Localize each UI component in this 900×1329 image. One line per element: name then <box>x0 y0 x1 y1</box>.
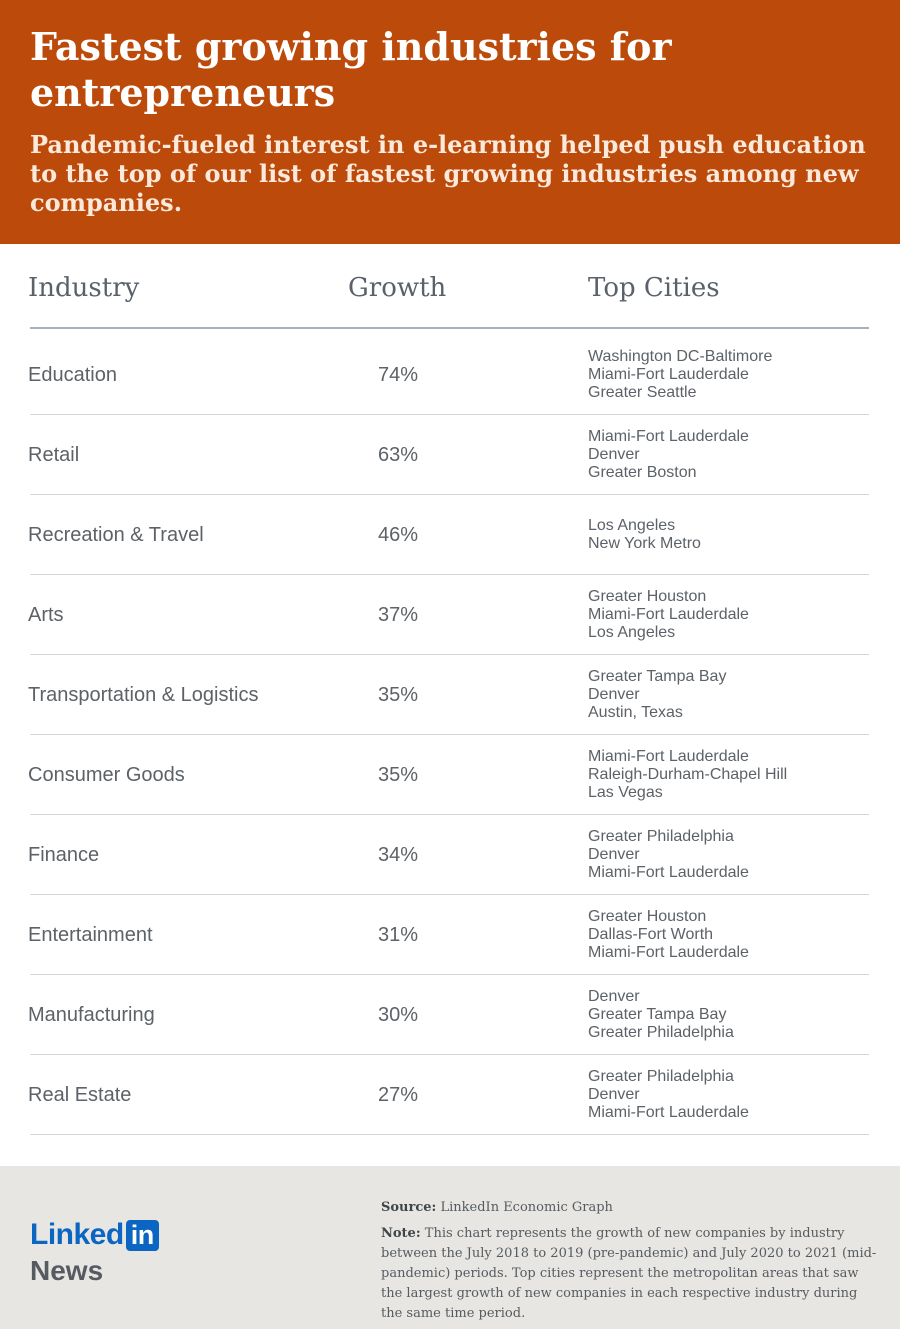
note-label: Note: <box>381 1226 421 1241</box>
top-cities-cell <box>588 1055 878 1135</box>
industry-cell: Arts <box>28 604 64 626</box>
note-paragraph <box>381 1224 881 1324</box>
city-name: Raleigh-Durham-Chapel Hill <box>588 766 788 783</box>
table-row <box>0 335 900 415</box>
logo-wordmark: Linked <box>30 1218 124 1251</box>
city-name: Las Vegas <box>588 784 663 801</box>
top-cities-cell <box>588 495 878 575</box>
note-text: This chart represents the growth of new companies by industry between the July 2018 to 2019 (pre-pandemic) and July 2020 to 2021 (mid-pandemic) periods. Top cities represent the metropolitan areas that saw the largest growth of new companies in each respective industry during the same time period. <box>381 1226 877 1321</box>
linkedin-news-logo <box>30 1218 159 1288</box>
city-name: Los Angeles <box>588 517 676 534</box>
header-divider <box>30 327 869 329</box>
top-cities-cell <box>588 735 878 815</box>
industry-cell: Transportation & Logistics <box>28 684 259 706</box>
city-name: Greater Boston <box>588 464 697 481</box>
industry-cell: Finance <box>28 844 100 866</box>
top-cities-cell <box>588 415 878 495</box>
growth-cell: 35% <box>378 764 419 786</box>
industry-cell: Recreation & Travel <box>28 524 204 546</box>
city-name: Greater Tampa Bay <box>588 1006 727 1023</box>
industry-cell: Retail <box>28 444 80 466</box>
city-name: Miami-Fort Lauderdale <box>588 428 749 445</box>
growth-cell: 31% <box>378 924 419 946</box>
page-title: Fastest growing industries for entrepreneurs <box>30 24 672 115</box>
top-cities-cell <box>588 815 878 895</box>
table-row <box>0 895 900 975</box>
industry-cell: Entertainment <box>28 924 153 946</box>
top-cities-cell <box>588 575 878 655</box>
top-cities-cell <box>588 655 878 735</box>
column-header-growth: Growth <box>348 273 447 303</box>
source-text: LinkedIn Economic Graph <box>440 1200 613 1215</box>
growth-cell: 27% <box>378 1084 419 1106</box>
city-name: Los Angeles <box>588 624 676 641</box>
top-cities-cell <box>588 975 878 1055</box>
row-divider <box>30 1134 869 1135</box>
city-name: Greater Seattle <box>588 384 697 401</box>
industry-cell: Education <box>28 364 117 386</box>
city-name: Miami-Fort Lauderdale <box>588 366 749 383</box>
industry-table <box>0 335 900 1135</box>
logo-news-text: News <box>30 1255 104 1286</box>
city-name: Denver <box>588 686 640 703</box>
city-name: Denver <box>588 988 640 1005</box>
column-header-top-cities: Top Cities <box>588 273 720 303</box>
city-name: Greater Philadelphia <box>588 1024 734 1041</box>
table-row <box>0 1055 900 1135</box>
top-cities-cell <box>588 895 878 975</box>
city-name: Greater Houston <box>588 908 707 925</box>
table-row <box>0 655 900 735</box>
city-name: Washington DC-Baltimore <box>588 348 773 365</box>
linkedin-in-icon: in <box>126 1220 159 1251</box>
city-name: New York Metro <box>588 535 701 552</box>
industry-cell: Real Estate <box>28 1084 132 1106</box>
growth-cell: 74% <box>378 364 419 386</box>
city-name: Miami-Fort Lauderdale <box>588 606 749 623</box>
table-row <box>0 815 900 895</box>
industry-cell: Consumer Goods <box>28 764 185 786</box>
source-label: Source: <box>381 1200 437 1215</box>
header-banner <box>0 0 900 244</box>
top-cities-cell <box>588 335 878 415</box>
growth-cell: 37% <box>378 604 419 626</box>
table-row <box>0 735 900 815</box>
column-header-industry: Industry <box>28 273 140 303</box>
industry-cell: Manufacturing <box>28 1004 155 1026</box>
city-name: Dallas-Fort Worth <box>588 926 714 943</box>
city-name: Greater Tampa Bay <box>588 668 727 685</box>
growth-cell: 63% <box>378 444 419 466</box>
city-name: Greater Philadelphia <box>588 1068 734 1085</box>
growth-cell: 30% <box>378 1004 419 1026</box>
source-line <box>381 1198 881 1218</box>
city-name: Denver <box>588 1086 640 1103</box>
growth-cell: 34% <box>378 844 419 866</box>
city-name: Greater Houston <box>588 588 707 605</box>
growth-cell: 46% <box>378 524 419 546</box>
table-row <box>0 575 900 655</box>
city-name: Miami-Fort Lauderdale <box>588 864 749 881</box>
city-name: Denver <box>588 846 640 863</box>
city-name: Miami-Fort Lauderdale <box>588 944 749 961</box>
city-name: Greater Philadelphia <box>588 828 734 845</box>
page-subtitle: Pandemic-fueled interest in e-learning helped push education to the top of our list of fastest growing industries among new companies. <box>30 130 866 217</box>
table-row <box>0 975 900 1055</box>
growth-cell: 35% <box>378 684 419 706</box>
city-name: Miami-Fort Lauderdale <box>588 748 749 765</box>
city-name: Denver <box>588 446 640 463</box>
footer <box>0 1166 900 1329</box>
city-name: Miami-Fort Lauderdale <box>588 1104 749 1121</box>
city-name: Austin, Texas <box>588 704 683 721</box>
table-row <box>0 495 900 575</box>
table-row <box>0 415 900 495</box>
